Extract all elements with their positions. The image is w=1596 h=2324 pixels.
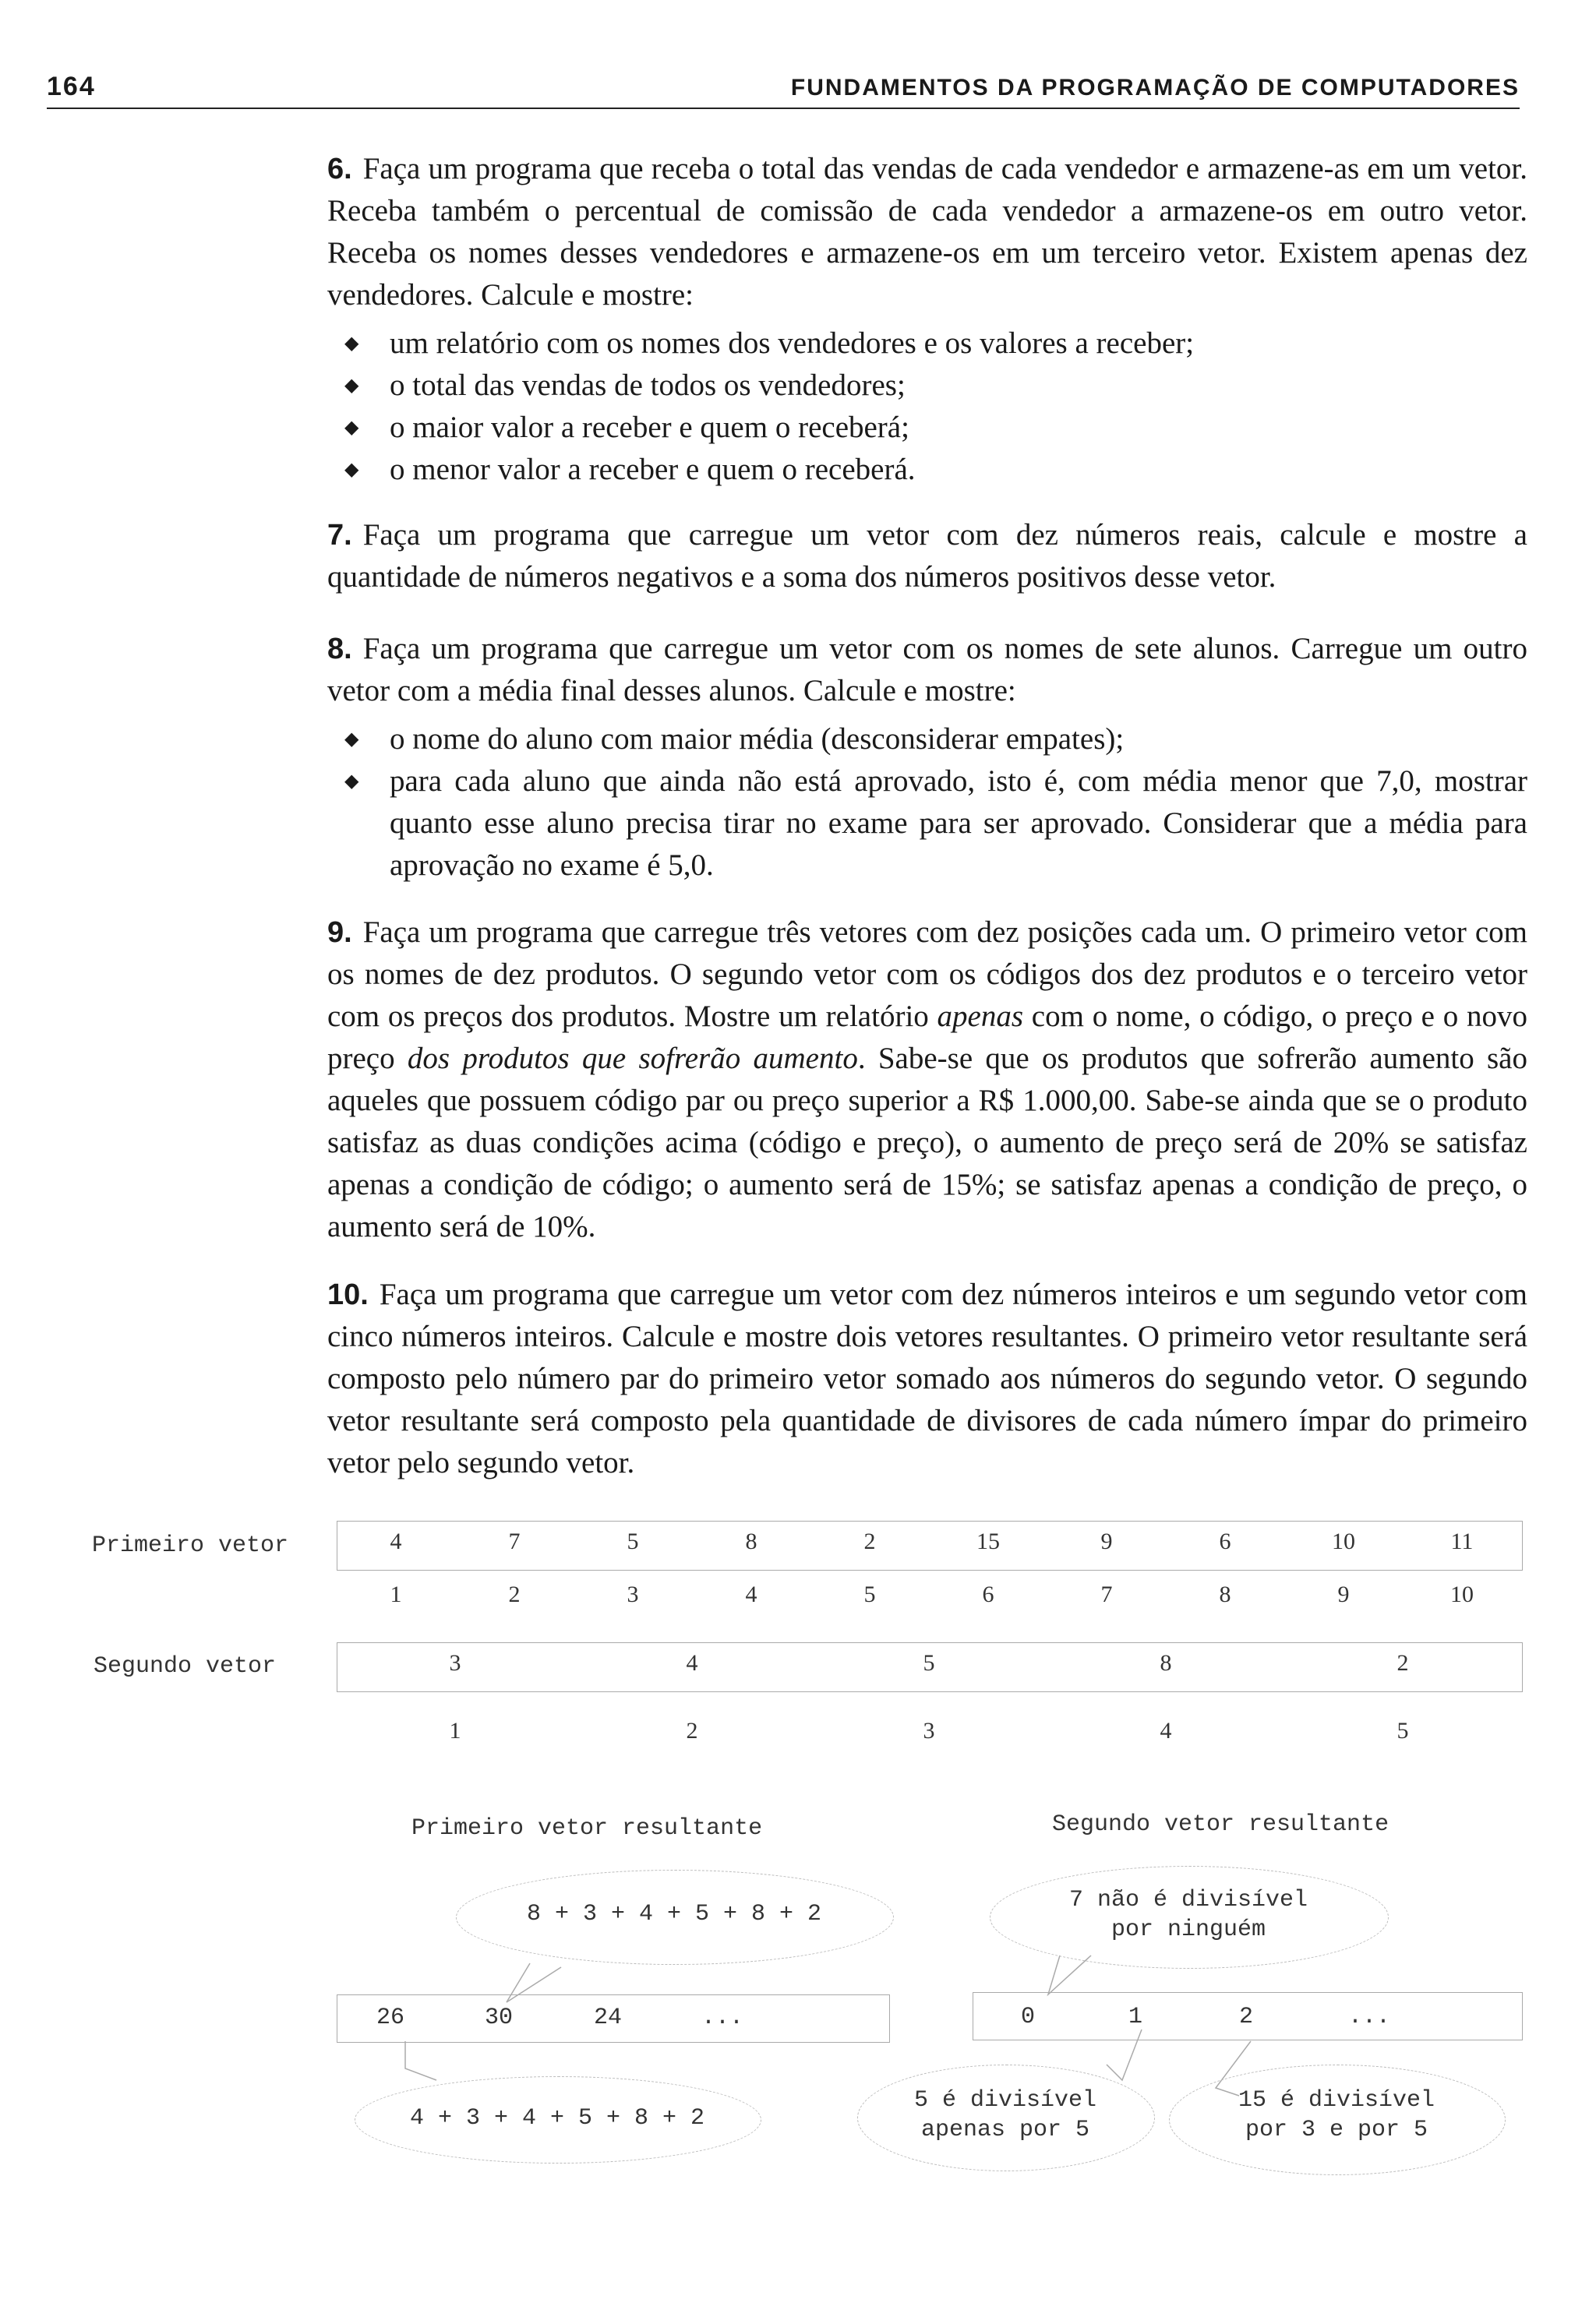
second-vector-cell: 2 [1396, 1650, 1409, 1676]
exercise-text: Faça um programa que carregue um vetor com dez números reais, calcule e mostre a quantidade de números negativos e a soma dos números positivos desse vetor. [327, 518, 1527, 594]
first-vector-index: 1 [390, 1582, 402, 1607]
first-vector-label: Primeiro vetor [92, 1532, 289, 1559]
first-result-cell: 30 [485, 2005, 514, 2031]
first-vector-index: 10 [1450, 1582, 1474, 1607]
emphasis: apenas [937, 1000, 1024, 1033]
exercise-text: Faça um programa que carregue um vetor com dez números inteiros e um segundo vetor com cinco números inteiros. Calcule e mostre dois vetores resultantes. O primeiro vetor resultante será composto pelo número par do primeiro vetor somado aos números do segundo vetor. O segundo vetor resultante será composto pela quantidade de divisores de cada número ímpar do primeiro vetor pelo segundo vetor. [327, 1278, 1527, 1479]
first-vector-cell: 7 [508, 1529, 521, 1554]
running-head: FUNDAMENTOS DA PROGRAMAÇÃO DE COMPUTADORES [790, 75, 1520, 101]
bubble-right-text-line1: 15 é divisível [1238, 2087, 1435, 2114]
first-vector-cell: 2 [863, 1529, 876, 1554]
first-result-title: Primeiro vetor resultante [411, 1815, 763, 1842]
bubble-bottom-text: 4 + 3 + 4 + 5 + 8 + 2 [409, 2105, 705, 2132]
second-result-cell: 2 [1239, 2004, 1254, 2030]
first-vector-cell: 11 [1450, 1529, 1474, 1554]
second-result-cell: 0 [1021, 2004, 1036, 2030]
second-vector-cell: 5 [923, 1650, 935, 1676]
first-vector-cell: 5 [627, 1529, 639, 1554]
second-vector-index: 3 [923, 1718, 935, 1744]
second-vector-index: 1 [449, 1718, 461, 1744]
second-result-cell: 1 [1128, 2004, 1143, 2030]
exercise-number: 9. [327, 916, 352, 949]
second-vector-cell: 4 [686, 1650, 698, 1676]
exercise-number: 8. [327, 633, 352, 665]
first-vector-cell: 15 [976, 1529, 1000, 1554]
bullet-item: ◆ um relatório com os nomes dos vendedores e os valores a receber; [390, 323, 1527, 365]
first-vector-index: 5 [863, 1582, 876, 1607]
emphasis: dos produtos que sofrerão aumento [407, 1042, 858, 1075]
exercise-number: 6. [327, 153, 352, 185]
second-vector-index: 4 [1160, 1718, 1172, 1744]
second-result-cell: ... [1348, 2004, 1391, 2030]
bubble-left-text-line1: 5 é divisível [913, 2087, 1097, 2114]
second-result-title: Segundo vetor resultante [1052, 1811, 1389, 1838]
first-vector-cell: 10 [1332, 1529, 1355, 1554]
first-vector-index: 2 [508, 1582, 521, 1607]
first-vector-cell: 8 [745, 1529, 757, 1554]
first-result-cell: 24 [594, 2005, 623, 2031]
first-vector-index: 8 [1219, 1582, 1231, 1607]
exercise-text-part: . Sabe-se que os produtos que sofrerão aumento são aqueles que possuem código par ou preço superior a R$ 1.000,00. Sabe-se ainda que se o produto satisfaz as duas condições acima (código e preço), o aumento de preço será de 20% se satisfaz apenas a condição de código; o aumento será de 15%; se satisfaz apenas a condição de preço, o aumento será de 10%. [327, 1042, 1527, 1243]
bullet-item: ◆ o nome do aluno com maior média (desconsiderar empates); [390, 718, 1527, 760]
first-vector-index: 6 [982, 1582, 994, 1607]
bubble-top-text-line2: por ninguém [1110, 1917, 1266, 1943]
bubble-right-text-line2: por 3 e por 5 [1245, 2117, 1428, 2143]
bullet-item: ◆ o menor valor a receber e quem o receberá. [390, 449, 1527, 491]
exercise-text: Faça um programa que carregue um vetor com os nomes de sete alunos. Carregue um outro vetor com a média final desses alunos. Calcule e mostre: [327, 632, 1527, 707]
bullet-item: ◆ o maior valor a receber e quem o receberá; [390, 407, 1527, 449]
first-result-cell: ... [701, 2005, 744, 2031]
exercise-text-part: Faça um programa que carregue três vetores com dez posições cada um. O primeiro vetor com os nomes de dez produtos. O segundo vetor com os códigos dos dez produtos e o terceiro vetor com os preços dos produtos. Mostre um relatório [327, 915, 1527, 1033]
first-vector-index: 7 [1100, 1582, 1113, 1607]
bubble-top-text: 8 + 3 + 4 + 5 + 8 + 2 [526, 1901, 822, 1927]
bullet-item: ◆ para cada aluno que ainda não está aprovado, isto é, com média menor que 7,0, mostrar quanto esse aluno precisa tirar no exame para ser aprovado. Considerar que a média para aprovação no exame é 5,0. [390, 760, 1527, 887]
exercise-number: 10. [327, 1278, 369, 1311]
first-vector-index: 3 [627, 1582, 639, 1607]
exercise-text: Faça um programa que receba o total das vendas de cada vendedor e armazene-as em um vetor. Receba também o percentual de comissão de cada vendedor a armazene-os em outro vetor. Receba os nomes desses vendedores e armazene-os em um terceiro vetor. Existem apenas dez vendedores. Calcule e mostre: [327, 152, 1527, 312]
exercise-text-part: com o nome, o código, o preço e o novo preço [327, 1000, 1527, 1075]
first-result-cell: 26 [376, 2005, 405, 2031]
first-vector-index: 4 [745, 1582, 757, 1607]
exercise-number: 7. [327, 519, 352, 552]
page-number: 164 [47, 72, 96, 101]
second-vector-cell: 3 [449, 1650, 461, 1676]
second-vector-index: 2 [686, 1718, 698, 1744]
bubble-left-text-line2: apenas por 5 [920, 2117, 1090, 2143]
first-vector-index: 9 [1337, 1582, 1350, 1607]
second-vector-cell: 8 [1160, 1650, 1172, 1676]
bubble-top-text-line1: 7 não é divisível [1068, 1887, 1308, 1913]
first-vector-cell: 9 [1100, 1529, 1113, 1554]
first-vector-cell: 4 [390, 1529, 402, 1554]
bullet-item: ◆ o total das vendas de todos os vendedores; [390, 365, 1527, 407]
first-vector-cell: 6 [1219, 1529, 1231, 1554]
second-vector-label: Segundo vetor [94, 1653, 277, 1680]
second-vector-index: 5 [1396, 1718, 1409, 1744]
